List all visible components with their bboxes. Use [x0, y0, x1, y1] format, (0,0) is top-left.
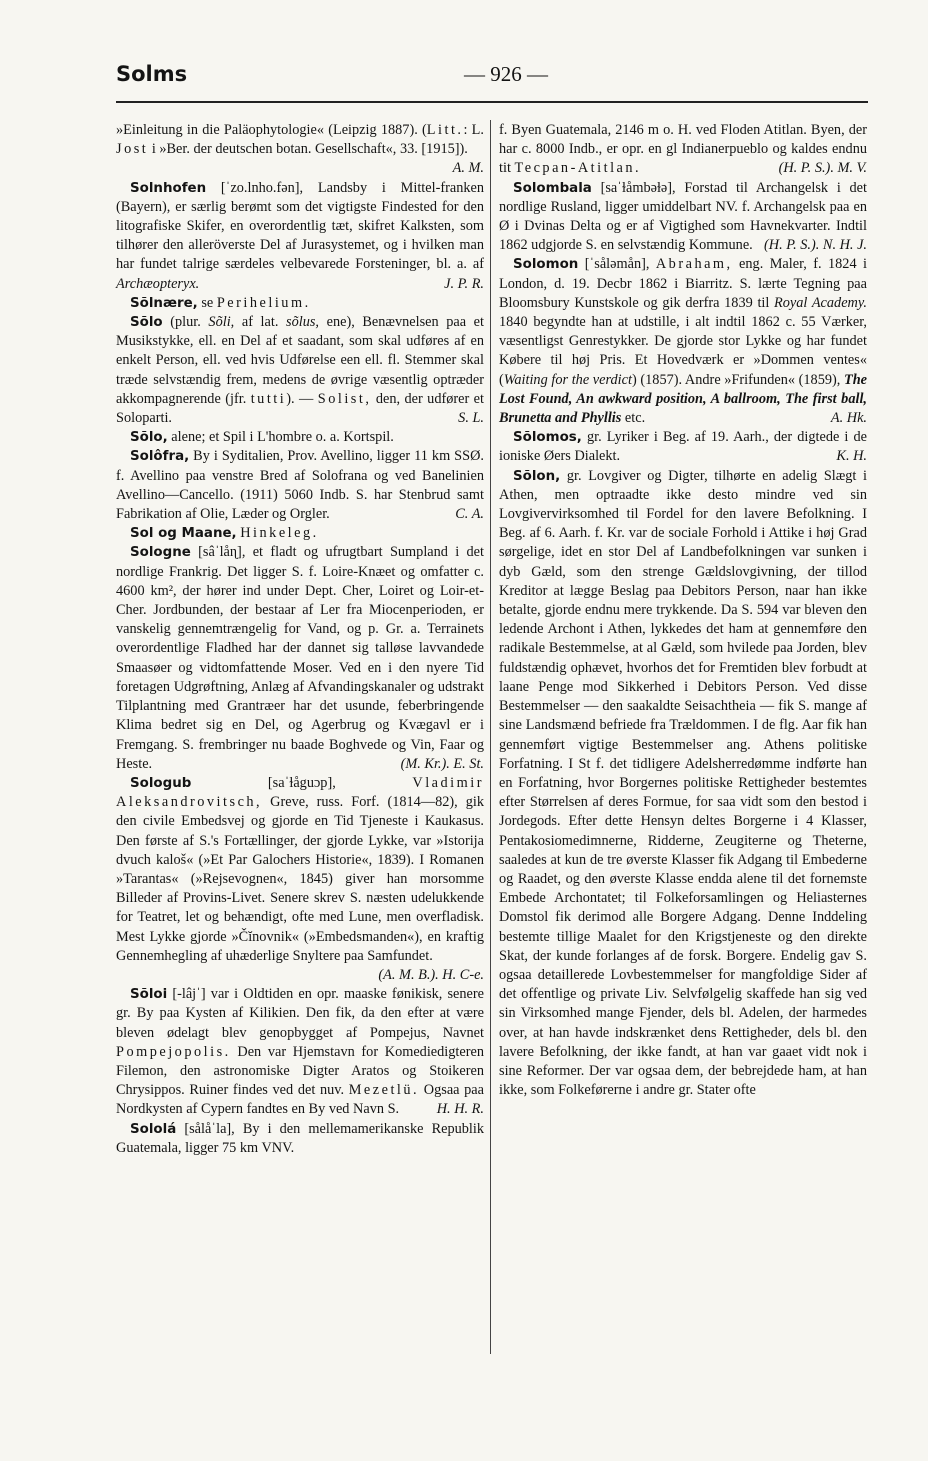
- entry-signature: J. P. R.: [444, 275, 484, 292]
- entry-text: : L.: [463, 122, 484, 138]
- entry-signature: C. A.: [455, 506, 484, 523]
- entry-solms-tail: [116, 121, 484, 179]
- entry-text: (plur.: [162, 314, 209, 331]
- entry-text: eng. Maler, f. 1824 i London, d. 19. Decbr 1862 i Biarritz. S. lærte Tegning paa Bloomsbury Kunstskole og gik derfra 1839 til: [499, 256, 867, 311]
- entry-text: Greve, russ. Forf. (1814—82), gik den civile Embedsvej og gjorde en Tid Tjeneste i Kaukasus. Den første af S.'s Fortællinger, der gjorde Lykke, var »Istorija dvuch kaloš« (»Et Par Galochers Historie«, 1839). I Romanen »Tarantas« (»Rejsevognen«, 1845) giver han morsomme Billeder af Provins-Livet. Senere skrev S. næsten udelukkende for Teatret, let og behændigt, ofte med Lune, men overfladisk. Mest Lykke gjorde »Čĭnovnik« (»Embedsmanden«), en kraftig Gennemhegling af uhæderlige Snyltere paa Samfundet.: [116, 794, 484, 964]
- headword: Sõlo: [130, 315, 163, 331]
- entry-text: den, der udfører et Soloparti.: [116, 390, 484, 427]
- entry-text: [ˈsåləmån],: [578, 256, 656, 273]
- headword: Sõlo,: [130, 430, 168, 446]
- headword: Sõlon,: [513, 468, 561, 484]
- entry-solola: [116, 1120, 484, 1158]
- entry-text: se: [197, 294, 217, 311]
- entry-signature: H. H. R.: [436, 1101, 484, 1118]
- entry-text: Den var Hjemstavn for Komediedigteren Filemon, den astronomiske Digter Aratos og Stoikeren Chrysippos. Ruiner findes ved det nuv.: [116, 1043, 484, 1099]
- headword: Solombala: [513, 180, 592, 196]
- entry-solombala: [499, 179, 867, 256]
- entry-text: [saˈɫåmbəɫə], Forstad til Archangelsk i det nordlige Rusland, ligger umiddelbart NV. f. Archangelsk paa en Ø i Dvinas Delta og er af Vigtighed som Havnekvarter. Indtil 1862 udgjorde S. en selvstændig Kommune.: [499, 179, 867, 254]
- person-name: Vladimir Aleksandrovitsch,: [116, 774, 484, 811]
- entry-text: Ogsaa paa Nordkysten af Cypern fandtes en By ved Navn S.: [116, 1082, 485, 1118]
- headword: Sõlnære,: [130, 295, 198, 311]
- headword: Solôfra,: [130, 449, 190, 465]
- headword: Sologub: [130, 775, 192, 791]
- spaced-term: Tecpan-Atitlan.: [514, 160, 642, 177]
- entry-text: alene; et Spil i L'hombre o. a. Kortspil.: [167, 429, 394, 446]
- entry-text: ) (1857). Andre »Frifunden« (1859),: [631, 371, 844, 388]
- headword: Sõloi: [130, 987, 168, 1003]
- entry-solofra: [116, 447, 484, 524]
- entry-signature: A. M.: [452, 160, 484, 177]
- entry-text: ). —: [286, 390, 318, 407]
- left-column: [116, 121, 484, 1158]
- headword: Sololá: [130, 1121, 177, 1137]
- page-number: — 926 —: [464, 62, 548, 86]
- entry-solola-cont: [499, 121, 867, 179]
- entry-signature: S. L.: [458, 410, 484, 427]
- entry-text: 1840 begyndte han at udstille, i alt indtil 1862 c. 55 Værker, væsentligst Genrestykker. De gjorde stor Lykke og har fundet Købere til høj Pris. Et Hovedværk er »Dommen ventes« (: [499, 314, 867, 388]
- spaced-term: Solist,: [317, 390, 372, 407]
- entry-text: [sålåˈla], By i den mellemamerikanske Republik Guatemala, ligger 75 km VNV.: [116, 1120, 484, 1156]
- headword: Sologne: [130, 545, 191, 561]
- entry-solomon: [499, 255, 867, 428]
- entry-text: gr. Lovgiver og Digter, tilhørte en adelig Slægt i Athen, men optraadte ikke desto mindre ved sin Lovgivervirksomhed til Fordel for den lavere Befolkning. I Beg. af 6. Aarh. f. Kr. var de sociale Forhold i Attike i høj Grad sørgelige, idet en stor Del af Landbefolkningen var sunken i dyb Gæld, som den strenge Gældslovgivning, der tillod Kreditor at lægge Beslag paa Debitors Person, naar han ikke betalte, gjorde endnu mere trykkende. Da S. 594 var bleven den ledende Archont i Athen, lykkedes det ham at gennemføre den radikale Bestemmelse, at al Gæld, som hvilede paa Jorden, blev fuldstændig ophævet, hvorhos det for Fremtiden blev forbudt at laane Penge mod Sikkerhed i Debitors Person. Ved disse Bestemmelser — den saakaldte Seisachtheia — fik S. mange af sine Landsmænd befriede fra Trældommen. I de flg. Aar fik han gennemført vigtige Bestemmelser ang. Athens politiske Forfatning. I St f. det tidligere Adelsherredømme indførte han en Forfatning, hvor Borgernes politiske Rettigheder bestemtes efter Størrelsen af deres Formue, for saa vidt som den bestod i Jordegods. Efter dette Hensyn deltes Borgerne i 4 Klasser, Pentakosiomedimnerne, Ridderne, Zeugiterne og Theterne, saaledes at kun de tre øverste Klasser fik Adgang til Embederne og Raadet, og den øverste Klasse endda alene til det fornemste Embede Archontatet; til Folkeforsamlingen og Heliasternes Domstol fik derimod alle Borgere Adgang. Denne Inddeling bestemte tillige Maalet for den Krigstjeneste og den direkte Skat, der kunde forlanges af de forsk. Borgere. Endelig gav S. ogsaa detaillerede Lovbestemmelser for mangfoldige Sider af det offentlige og private Liv. Selvfølgelig skaffede han sig ved sin Virksomhed mange Fjender, dels bl. Adelen, der harmedes over, at han havde indskrænket dens Rettigheder, dels bl. den lavere Befolkning, der ikke fandt, at han var gaaet vidt nok i sine Reformer. Der var ogsaa dem, der bebrejdede ham, at han ikke, som Folkeførerne i andre gr. Stater ofte: [499, 467, 867, 1099]
- entry-signature: (H. P. S.). N. H. J.: [764, 237, 867, 254]
- entry-italic: Royal Academy.: [774, 294, 868, 311]
- headword: Sõlomos,: [513, 430, 582, 446]
- entry-text: »Einleitung in die Paläophytologie« (Leipzig 1887). (: [116, 122, 427, 138]
- entry-italic: Sõli,: [208, 314, 235, 331]
- author-name: Jost: [116, 141, 149, 158]
- entry-sologub: [116, 774, 484, 985]
- entry-italic: Archæopteryx.: [116, 275, 200, 292]
- entry-text: ene), Benævnelsen paa et Musikstykke, ell. en Del af et saadant, som skal udføres af en enkelt Person, ell. ved hvis Udførelse een ell. fl. Stemmer skal træde selvstændig frem, medens de øvrige væsentlig optræder akkompagnerende (jfr.: [116, 314, 484, 407]
- entry-italic: sõlus,: [286, 314, 320, 331]
- entry-bold-italic: The Lost Found, An awkward position, A ballroom, The first ball, Brunetta and Phyllis: [499, 371, 867, 427]
- headword: Solnhofen: [130, 180, 207, 196]
- entry-signature: (H. P. S.). M. V.: [778, 160, 867, 177]
- entry-solomos: [499, 428, 867, 466]
- entry-sologne: [116, 543, 484, 773]
- entry-text: [sâˈlåɳ], et fladt og ufrugtbart Sumpland i det nordlige Frankrig. Det ligger S. f. Loire-Knæet og omfatter c. 4600 km², der hører ind under Dept. Cher, Loiret og Loir-et-Cher. Jordbunden, der bestaar af Ler fra Miocenperioden, er vanskelig gennemtrængelig for Vand, og p. Gr. a. Terrainets overordentlige Fladhed har der dannet sig talløse lavvandede Smaasøer og vidtomfattende Moser. Ved en i den nyere Tid foretagen Udgrøftning, Anlæg af Afvandingskanaler og udstrakt Tilplantning med Grantræer har det usunde, feberbringende Klima bedret sig en Del, og Agerbrug og Kvægavl er i Fremgang. S. frembringer nu baade Boghvede og Vin, Faar og Heste.: [116, 544, 484, 772]
- entry-text: af lat.: [234, 314, 287, 331]
- entry-signature: (A. M. B.). H. C-e.: [378, 966, 484, 983]
- column-divider: [490, 120, 491, 1354]
- entry-solnhofen: [116, 179, 484, 294]
- entry-text: [ˈzo.lnho.fən], Landsby i Mittel-franken (Bayern), er særlig berømt som det vigtigste Findested for den litografiske Skifer, en overordentlig tæt, skifret Kalksten, som tilhører den alleröverste Del af Jurasystemet, og i hvilken man har fundet talrige særdeles velbevarede Forsteninger, bl. a. af: [116, 179, 484, 273]
- entry-text: [-lâjˈ] var i Oldtiden en opr. maaske fønikisk, senere gr. By paa Kysten af Kilikien. Den fik, da den efter at være bleven ødelagt blev genopbygget af Pompejus, Navnet: [116, 986, 484, 1041]
- entry-italic: Waiting for the verdict: [503, 371, 632, 388]
- right-column: [499, 121, 867, 1100]
- headword: Sol og Maane,: [130, 526, 237, 542]
- entry-text: gr. Lyriker i Beg. af 19. Aarh., der digtede i de ioniske Øers Dialekt.: [499, 429, 867, 465]
- entry-soloi: [116, 985, 484, 1119]
- spaced-term: tutti: [250, 390, 287, 407]
- entry-solo-2: [116, 428, 484, 447]
- entry-solnaere: [116, 294, 484, 313]
- cross-reference: Hinkeleg.: [240, 525, 319, 542]
- entry-signature: (M. Kr.). E. St.: [400, 755, 484, 772]
- page-header: [116, 62, 866, 92]
- person-name: Abraham,: [655, 256, 733, 273]
- litt-label: Litt.: [426, 122, 464, 138]
- entry-text: f. Byen Guatemala, 2146 m o. H. ved Floden Atitlan. Byen, der har c. 8000 Indb., er opr. en gl Indianerpueblo og kaldes endnu tit: [499, 122, 867, 177]
- entry-solo: [116, 313, 484, 428]
- spaced-term: Mezetlü.: [348, 1082, 420, 1099]
- entry-text: etc.: [621, 410, 646, 427]
- headword: Solomon: [513, 257, 579, 273]
- entry-text: [saˈɫåguɔp],: [191, 774, 413, 791]
- entry-text: By i Syditalien, Prov. Avellino, ligger 11 km SSØ. f. Avellino paa venstre Bred af Solofrana og ved Banelinien Avellino—Cancello. (1911) 5060 Indb. S. har Stenbrud samt Fabrikation af Olie, Læder og Orgler.: [116, 448, 484, 523]
- entry-text: i »Ber. der deutschen botan. Gesellschaft«, 33. [1915]).: [148, 141, 468, 158]
- entry-sol-og-maane: [116, 524, 484, 543]
- cross-reference: Perihelium.: [216, 294, 311, 311]
- entry-signature: A. Hk.: [830, 410, 867, 427]
- header-rule: [116, 101, 868, 103]
- entry-solon: [499, 467, 867, 1101]
- entry-signature: K. H.: [836, 448, 867, 465]
- spaced-term: Pompejopolis.: [116, 1043, 231, 1060]
- running-title: Solms: [116, 62, 188, 86]
